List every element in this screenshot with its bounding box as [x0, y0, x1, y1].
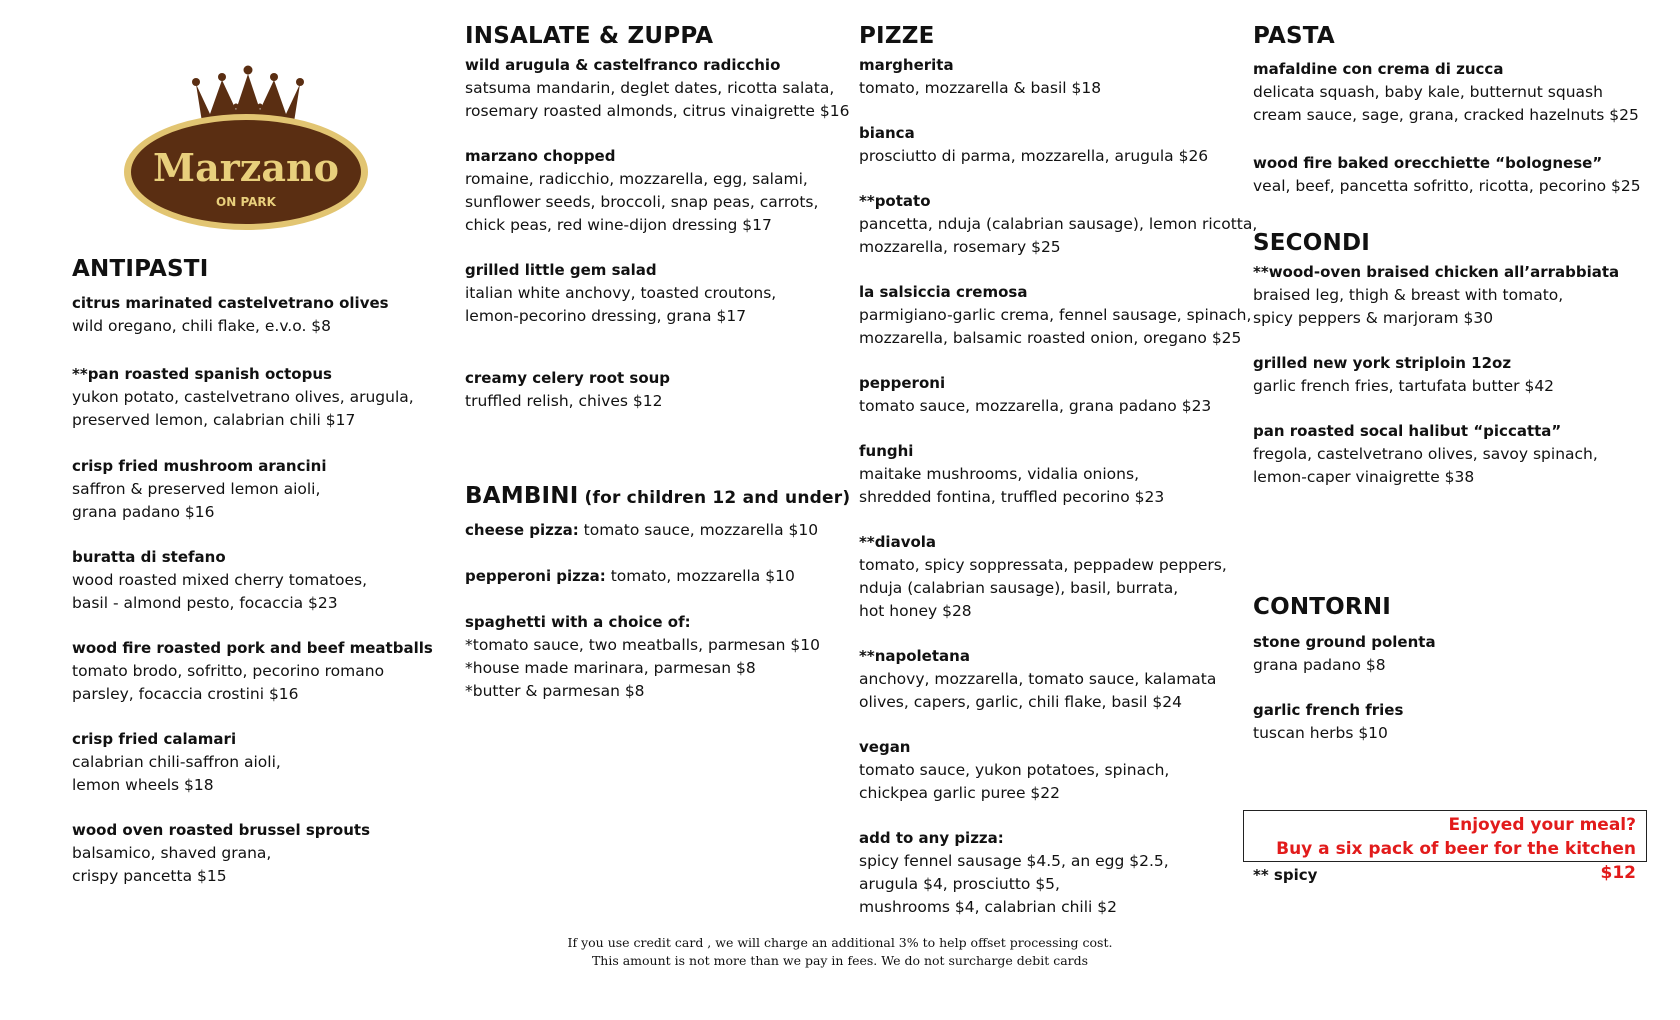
marzano-logo	[118, 40, 378, 230]
secondi-item: **wood-oven braised chicken all’arrabbiata braised leg, thigh & breast with tomato, spicy peppers & marjoram $30	[1253, 263, 1620, 327]
footer-line-2: This amount is not more than we pay in fees. We do not surcharge debit cards	[591, 953, 1089, 968]
bambini-item: pepperoni pizza: tomato, mozzarella $10	[465, 567, 795, 585]
pizze-title: PIZZE	[859, 23, 935, 49]
pizze-item: **napoletana anchovy, mozzarella, tomato sauce, kalamata olives, capers, garlic, chili flake, basil $24	[859, 647, 1217, 711]
contorni-title: CONTORNI	[1253, 594, 1392, 620]
insalate-item: creamy celery root soup truffled relish, chives $12	[465, 369, 671, 410]
pizze-item: funghi maitake mushrooms, vidalia onions, shredded fontina, truffled pecorino $23	[859, 442, 1165, 506]
pizze-item: bianca prosciutto di parma, mozzarella, arugula $26	[859, 124, 1209, 165]
pizze-item: pepperoni tomato sauce, mozzarella, grana padano $23	[859, 374, 1212, 415]
insalate-item: marzano chopped romaine, radicchio, mozzarella, egg, salami, sunflower seeds, broccoli, snap peas, carrots, chick peas, red wine-dijon dressing $17	[465, 147, 819, 234]
pizze-item: margherita tomato, mozzarella & basil $18	[859, 56, 1102, 97]
antipasti-item: wood fire roasted pork and beef meatballs tomato brodo, sofritto, pecorino romano parsley, focaccia crostini $16	[72, 639, 433, 703]
bambini-title: BAMBINI (for children 12 and under)	[465, 483, 851, 509]
pizze-item: la salsiccia cremosa parmigiano-garlic crema, fennel sausage, spinach, mozzarella, balsamic roasted onion, oregano $25	[859, 283, 1252, 347]
insalate-item: wild arugula & castelfranco radicchio satsuma mandarin, deglet dates, ricotta salata, rosemary roasted almonds, citrus vinaigrette $16	[465, 56, 850, 120]
secondi-item: pan roasted socal halibut “piccatta” fregola, castelvetrano olives, savoy spinach, lemon-caper vinaigrette $38	[1253, 422, 1598, 486]
promo-line-2: Buy a six pack of beer for the kitchen $12	[1276, 839, 1636, 883]
secondi-title: SECONDI	[1253, 230, 1371, 256]
logo-name: Marzano	[153, 145, 339, 190]
antipasti-item: wood oven roasted brussel sprouts balsamico, shaved grana, crispy pancetta $15	[72, 821, 370, 885]
footer-line-1: If you use credit card , we will charge an additional 3% to help offset processing cost.	[567, 935, 1113, 950]
antipasti-item: crisp fried mushroom arancini saffron & preserved lemon aioli, grana padano $16	[72, 457, 327, 521]
spicy-legend: ** spicy	[1253, 866, 1318, 884]
antipasti-title: ANTIPASTI	[72, 256, 209, 282]
bambini-subtitle: (for children 12 and under)	[584, 488, 851, 508]
bambini-spaghetti: spaghetti with a choice of: *tomato sauce, two meatballs, parmesan $10 *house made marinara, parmesan $8 *butter & parmesan $8	[465, 613, 820, 700]
promo-line-1: Enjoyed your meal?	[1448, 815, 1636, 835]
insalate-title: INSALATE & ZUPPA	[465, 23, 714, 49]
pasta-title: PASTA	[1253, 23, 1335, 49]
logo-graphic	[118, 40, 378, 230]
antipasti-item: buratta di stefano wood roasted mixed cherry tomatoes, basil - almond pesto, focaccia $23	[72, 548, 367, 612]
antipasti-item: citrus marinated castelvetrano olives wild oregano, chili flake, e.v.o. $8	[72, 294, 389, 335]
crown-icon	[192, 66, 304, 123]
logo-sub: ON PARK	[216, 195, 276, 209]
credit-card-surcharge-note	[0, 934, 1680, 970]
secondi-item: grilled new york striploin 12oz garlic french fries, tartufata butter $42	[1253, 354, 1555, 395]
bambini-item: cheese pizza: tomato sauce, mozzarella $10	[465, 521, 819, 539]
insalate-item: grilled little gem salad italian white anchovy, toasted croutons, lemon-pecorino dressing, grana $17	[465, 261, 777, 325]
pizze-item: vegan tomato sauce, yukon potatoes, spinach, chickpea garlic puree $22	[859, 738, 1170, 802]
contorni-item: stone ground polenta grana padano $8	[1253, 633, 1436, 674]
pasta-item: wood fire baked orecchiette “bolognese” veal, beef, pancetta sofritto, ricotta, pecorino $25	[1253, 154, 1641, 195]
pizze-item: **diavola tomato, spicy soppressata, peppadew peppers, nduja (calabrian sausage), basil, burrata, hot honey $28	[859, 533, 1227, 620]
pasta-item: mafaldine con crema di zucca delicata squash, baby kale, butternut squash cream sauce, sage, grana, cracked hazelnuts $25	[1253, 60, 1639, 124]
pizze-add-ons: add to any pizza: spicy fennel sausage $4.5, an egg $2.5, arugula $4, prosciutto $5, mushrooms $4, calabrian chili $2	[859, 829, 1169, 916]
antipasti-item: **pan roasted spanish octopus yukon potato, castelvetrano olives, arugula, preserved lemon, calabrian chili $17	[72, 365, 414, 429]
pizze-item: **potato pancetta, nduja (calabrian sausage), lemon ricotta, mozzarella, rosemary $25	[859, 192, 1258, 256]
contorni-item: garlic french fries tuscan herbs $10	[1253, 701, 1404, 742]
antipasti-item: crisp fried calamari calabrian chili-saffron aioli, lemon wheels $18	[72, 730, 281, 794]
